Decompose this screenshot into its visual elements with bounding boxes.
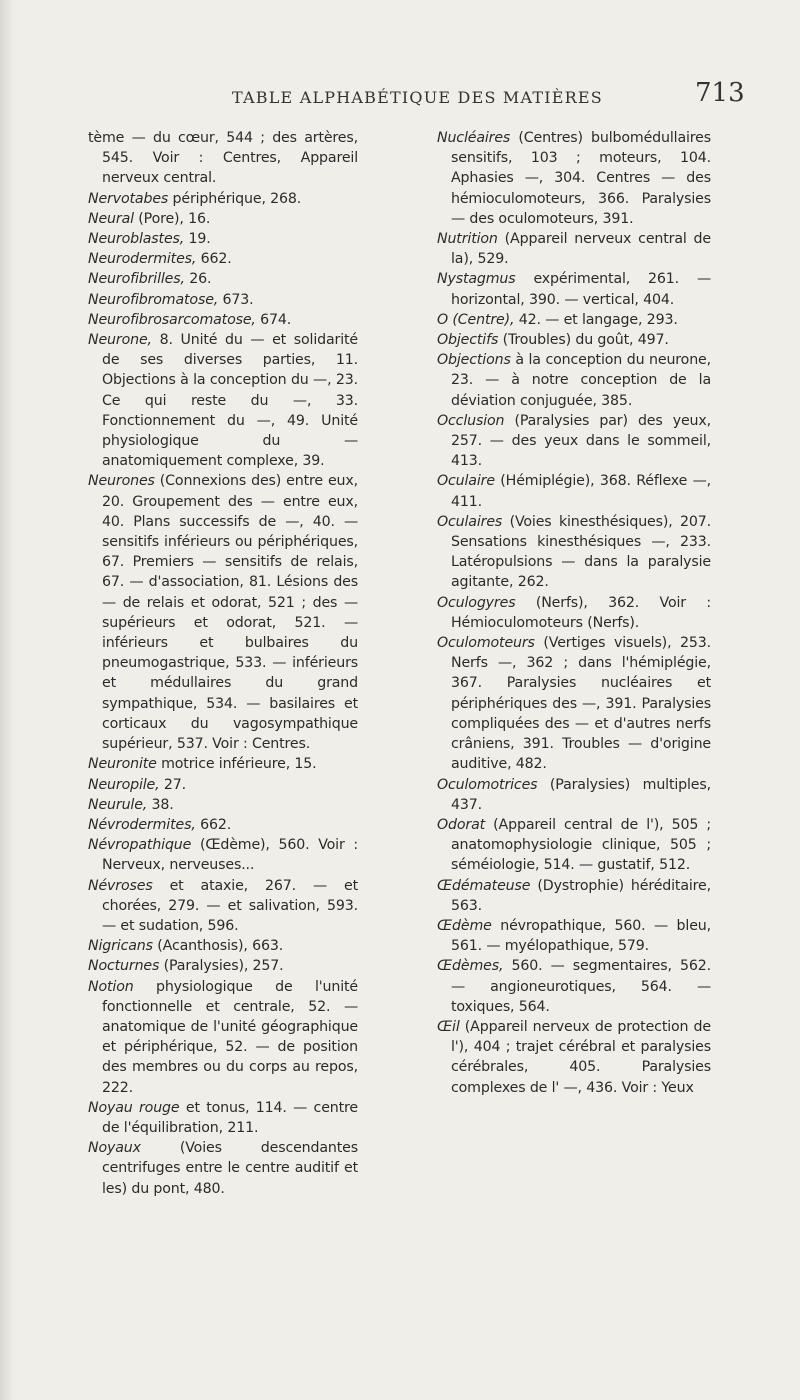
entry-text: (Nerfs), 362. Voir : Hémioculomoteurs (Nerfs). bbox=[451, 594, 711, 631]
index-entry bbox=[88, 471, 358, 754]
index-entry bbox=[437, 269, 711, 309]
left-column bbox=[88, 128, 358, 1199]
entry-term: O (Centre), bbox=[437, 311, 515, 328]
entry-text: 662. bbox=[200, 251, 232, 268]
entry-text: 662. bbox=[200, 816, 232, 833]
entry-text: 19. bbox=[188, 231, 211, 248]
entry-text: (Œdème), 560. Voir : Nerveux, nerveuses... bbox=[102, 837, 358, 874]
entry-text: (Voies kinesthésiques), 207. Sensations kinesthésiques —, 233. Latéropulsions — dans la paralysie agitante, 262. bbox=[451, 513, 711, 591]
index-entry bbox=[437, 815, 711, 876]
index-entry bbox=[437, 471, 711, 511]
index-entry bbox=[437, 310, 711, 330]
index-entry bbox=[437, 350, 711, 411]
entry-text: 42. — et langage, 293. bbox=[518, 311, 678, 328]
index-entry bbox=[437, 330, 711, 350]
index-entry bbox=[88, 775, 358, 795]
index-entry bbox=[88, 936, 358, 956]
entry-term: Neuropile, bbox=[88, 776, 160, 793]
entry-text: (Appareil nerveux central de la), 529. bbox=[451, 231, 711, 268]
entry-text: (Appareil nerveux de protection de l'), 404 ; trajet cérébral et paralysies cérébrales, 405. Paralysies complexes de l' —, 436. Voir : Yeux bbox=[451, 1018, 711, 1096]
index-entry bbox=[88, 1098, 358, 1138]
entry-text: (Troubles) du goût, 497. bbox=[502, 332, 669, 349]
entry-term: Nigricans bbox=[88, 938, 153, 955]
index-entry bbox=[437, 128, 711, 229]
entry-text: à la conception du neurone, 23. — à notre conception de la déviation conjuguée, 385. bbox=[451, 352, 711, 409]
entry-term: Oculomotrices bbox=[437, 776, 538, 793]
entry-term: Nutrition bbox=[437, 231, 498, 248]
index-entry bbox=[437, 775, 711, 815]
entry-text: (Appareil central de l'), 505 ; anatomophysiologie clinique, 505 ; séméiologie, 514. — gustatif, 512. bbox=[451, 816, 711, 874]
index-entry bbox=[88, 754, 358, 774]
index-entry bbox=[88, 290, 358, 310]
index-entry bbox=[437, 956, 711, 1017]
index-entry bbox=[88, 229, 358, 249]
entry-term: Névrodermites, bbox=[88, 816, 196, 833]
index-entry bbox=[437, 633, 711, 774]
entry-text: et ataxie, 267. — et chorées, 279. — et salivation, 593. — et sudation, 596. bbox=[102, 877, 358, 934]
entry-term: Œdémateuse bbox=[437, 877, 531, 894]
entry-term: Neuroblastes, bbox=[88, 231, 185, 248]
entry-text: expérimental, 261. — horizontal, 390. — vertical, 404. bbox=[451, 271, 711, 308]
index-entry bbox=[88, 795, 358, 815]
page-number: 713 bbox=[695, 78, 745, 108]
entry-term: Nystagmus bbox=[437, 271, 516, 288]
entry-text: 560. — segmentaires, 562. — angioneurotiques, 564. — toxiques, 564. bbox=[451, 958, 711, 1015]
index-entry bbox=[88, 310, 358, 330]
entry-text: et tonus, 114. — centre de l'équilibration, 211. bbox=[102, 1099, 358, 1136]
entry-term: Nucléaires bbox=[437, 130, 511, 146]
entry-text: 26. bbox=[189, 271, 212, 288]
entry-term: Nocturnes bbox=[88, 958, 160, 975]
entry-text: 27. bbox=[163, 776, 186, 793]
entry-term: Oculogyres bbox=[437, 594, 516, 611]
entry-text: (Voies descendantes centrifuges entre le centre auditif et les) du pont, 480. bbox=[102, 1140, 358, 1197]
entry-term: Occlusion bbox=[437, 412, 505, 429]
entry-text: (Centres) bulbomédullaires sensitifs, 103 ; moteurs, 104. Aphasies —, 304. Centres — des hémioculomoteurs, 366. Paralysies — des oculomoteurs, 391. bbox=[451, 130, 711, 227]
entry-term: Oculomoteurs bbox=[437, 635, 535, 652]
entry-text: (Paralysies) multiples, 437. bbox=[451, 776, 711, 813]
page-header bbox=[0, 78, 800, 118]
entry-term: Odorat bbox=[437, 816, 486, 833]
entry-text: tème — du cœur, 544 ; des artères, 545. Voir : Centres, Appareil nerveux central. bbox=[88, 130, 358, 187]
entry-term: Objections bbox=[437, 352, 511, 369]
index-entry bbox=[88, 330, 358, 471]
index-entry bbox=[88, 1138, 358, 1199]
right-column bbox=[437, 128, 711, 1098]
index-entry bbox=[437, 876, 711, 916]
index-entry bbox=[437, 229, 711, 269]
entry-term: Neurones bbox=[88, 473, 155, 490]
index-entry bbox=[437, 1017, 711, 1098]
entry-text: névropathique, 560. — bleu, 561. — myélopathique, 579. bbox=[451, 917, 711, 955]
index-entry bbox=[437, 512, 711, 593]
entry-text: (Paralysies par) des yeux, 257. — des yeux dans le sommeil, 413. bbox=[451, 412, 711, 470]
entry-term: Oculaires bbox=[437, 513, 503, 530]
entry-text: périphérique, 268. bbox=[172, 190, 302, 207]
index-entry bbox=[88, 128, 358, 189]
index-entry bbox=[88, 876, 358, 937]
entry-term: Neurule, bbox=[88, 796, 148, 813]
index-entry bbox=[88, 189, 358, 209]
index-entry bbox=[437, 411, 711, 472]
entry-term: Nervotabes bbox=[88, 190, 169, 207]
entry-text: (Dystrophie) héréditaire, 563. bbox=[451, 877, 711, 914]
entry-term: Noyaux bbox=[88, 1140, 141, 1157]
index-entry bbox=[88, 956, 358, 976]
entry-term: Notion bbox=[88, 978, 134, 995]
entry-text: motrice inférieure, 15. bbox=[161, 756, 317, 773]
entry-term: Neural bbox=[88, 210, 134, 227]
index-entry bbox=[88, 977, 358, 1098]
running-title: TABLE ALPHABÉTIQUE DES MATIÈRES bbox=[232, 88, 603, 107]
entry-term: Œdème bbox=[437, 917, 492, 934]
index-entry bbox=[437, 593, 711, 633]
entry-text: (Acanthosis), 663. bbox=[157, 938, 284, 955]
entry-term: Névroses bbox=[88, 877, 153, 894]
entry-term: Neurodermites, bbox=[88, 251, 197, 268]
index-entry bbox=[437, 916, 711, 956]
entry-term: Neurofibrilles, bbox=[88, 271, 185, 288]
entry-term: Névropathique bbox=[88, 837, 192, 854]
entry-text: 673. bbox=[222, 291, 254, 308]
entry-term: Neuronite bbox=[88, 756, 157, 773]
page-edge bbox=[0, 0, 14, 1400]
entry-term: Objectifs bbox=[437, 332, 499, 349]
entry-text: 38. bbox=[151, 796, 174, 813]
index-entry bbox=[88, 835, 358, 875]
entry-text: (Vertiges visuels), 253. Nerfs —, 362 ; dans l'hémiplégie, 367. Paralysies nucléaires et périphériques des —, 391. Paralysies compliquées des — et d'autres nerfs crâniens, 391. Troubles — d'origine auditive, 482. bbox=[451, 635, 711, 773]
entry-term: Œil bbox=[437, 1018, 460, 1035]
entry-text: 8. Unité du — et solidarité de ses diverses parties, 11. Objections à la conception du —, 23. Ce qui reste du —, 33. Fonctionnement du —, 49. Unité physiologique du — anatomiquement complexe, 39. bbox=[102, 332, 358, 470]
entry-term: Neurone, bbox=[88, 332, 152, 349]
entry-term: Œdèmes, bbox=[437, 958, 504, 975]
entry-term: Neurofibromatose, bbox=[88, 291, 219, 308]
entry-term: Noyau rouge bbox=[88, 1099, 180, 1116]
index-entry bbox=[88, 249, 358, 269]
entry-text: (Hémiplégie), 368. Réflexe —, 411. bbox=[451, 473, 711, 510]
entry-text: physiologique de l'unité fonctionnelle et centrale, 52. — anatomique de l'unité géographique et périphérique, 52. — de position des membres ou du corps au repos, 222. bbox=[102, 978, 358, 1096]
entry-text: 674. bbox=[260, 311, 292, 328]
index-entry bbox=[88, 815, 358, 835]
entry-text: (Pore), 16. bbox=[138, 210, 211, 227]
entry-text: (Connexions des) entre eux, 20. Groupement des — entre eux, 40. Plans successifs de —, 40. — sensitifs inférieurs ou périphériques, 67. Premiers — sensitifs de relais, 67. — d'association, 81. Lésions des — de relais et odorat, 521 ; des — supérieurs et odorat, 521. — inférieurs et bulbaires du pneumogastrique, 533. — inférieurs et médullaires du grand sympathique, 534. — basilaires et corticaux du vagosympathique supérieur, 537. Voir : Centres. bbox=[102, 473, 358, 753]
entry-term: Oculaire bbox=[437, 473, 495, 490]
index-entry bbox=[88, 269, 358, 289]
entry-text: (Paralysies), 257. bbox=[163, 958, 284, 975]
index-entry bbox=[88, 209, 358, 229]
entry-term: Neurofibrosarcomatose, bbox=[88, 311, 256, 328]
